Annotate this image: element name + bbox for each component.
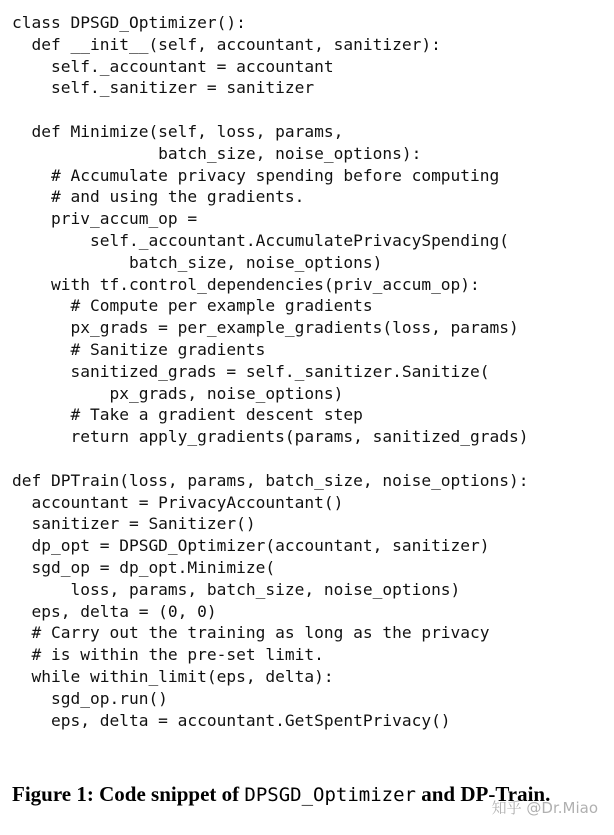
code-snippet: [12, 12, 529, 731]
code-line: batch_size, noise_options):: [12, 143, 422, 163]
code-line: def DPTrain(loss, params, batch_size, noise_options):: [12, 470, 529, 490]
code-line: [12, 448, 529, 470]
code-line: with tf.control_dependencies(priv_accum_op):: [12, 274, 480, 294]
code-line: sgd_op = dp_opt.Minimize(: [12, 557, 276, 577]
code-line: # Accumulate privacy spending before computing: [12, 165, 500, 185]
code-line: loss, params, batch_size, noise_options): [12, 579, 461, 599]
code-line: # Take a gradient descent step: [12, 405, 363, 425]
caption-suffix: and DP-Train.: [421, 782, 551, 806]
code-line: self._accountant.AccumulatePrivacySpending(: [12, 230, 510, 250]
code-line: # Sanitize gradients: [12, 339, 266, 359]
code-line: self._accountant = accountant: [12, 56, 334, 76]
code-line: # Carry out the training as long as the privacy: [12, 623, 490, 643]
code-line: eps, delta = (0, 0): [12, 601, 217, 621]
code-line: eps, delta = accountant.GetSpentPrivacy(): [12, 710, 451, 730]
caption-prefix: Code snippet of: [99, 782, 240, 806]
code-line: self._sanitizer = sanitizer: [12, 78, 315, 98]
code-line: px_grads = per_example_gradients(loss, params): [12, 318, 519, 338]
code-line: while within_limit(eps, delta):: [12, 666, 334, 686]
code-line: # and using the gradients.: [12, 187, 305, 207]
code-line: accountant = PrivacyAccountant(): [12, 492, 344, 512]
code-line: [12, 99, 529, 121]
code-line: sanitizer = Sanitizer(): [12, 514, 256, 534]
code-line: # is within the pre-set limit.: [12, 645, 324, 665]
code-line: def __init__(self, accountant, sanitizer):: [12, 34, 441, 54]
code-line: dp_opt = DPSGD_Optimizer(accountant, sanitizer): [12, 536, 490, 556]
caption-code-name: DPSGD_Optimizer: [244, 784, 416, 806]
code-line: priv_accum_op =: [12, 209, 198, 229]
code-line: class DPSGD_Optimizer():: [12, 13, 246, 32]
code-line: def Minimize(self, loss, params,: [12, 121, 344, 141]
code-line: batch_size, noise_options): [12, 252, 383, 272]
figure-label: Figure 1:: [12, 782, 94, 806]
code-line: return apply_gradients(params, sanitized_grads): [12, 427, 529, 447]
code-line: # Compute per example gradients: [12, 296, 373, 316]
code-line: sgd_op.run(): [12, 688, 168, 708]
watermark: 知乎 @Dr.Miao: [491, 799, 598, 817]
code-line: px_grads, noise_options): [12, 383, 344, 403]
code-line: sanitized_grads = self._sanitizer.Sanitize(: [12, 361, 490, 381]
